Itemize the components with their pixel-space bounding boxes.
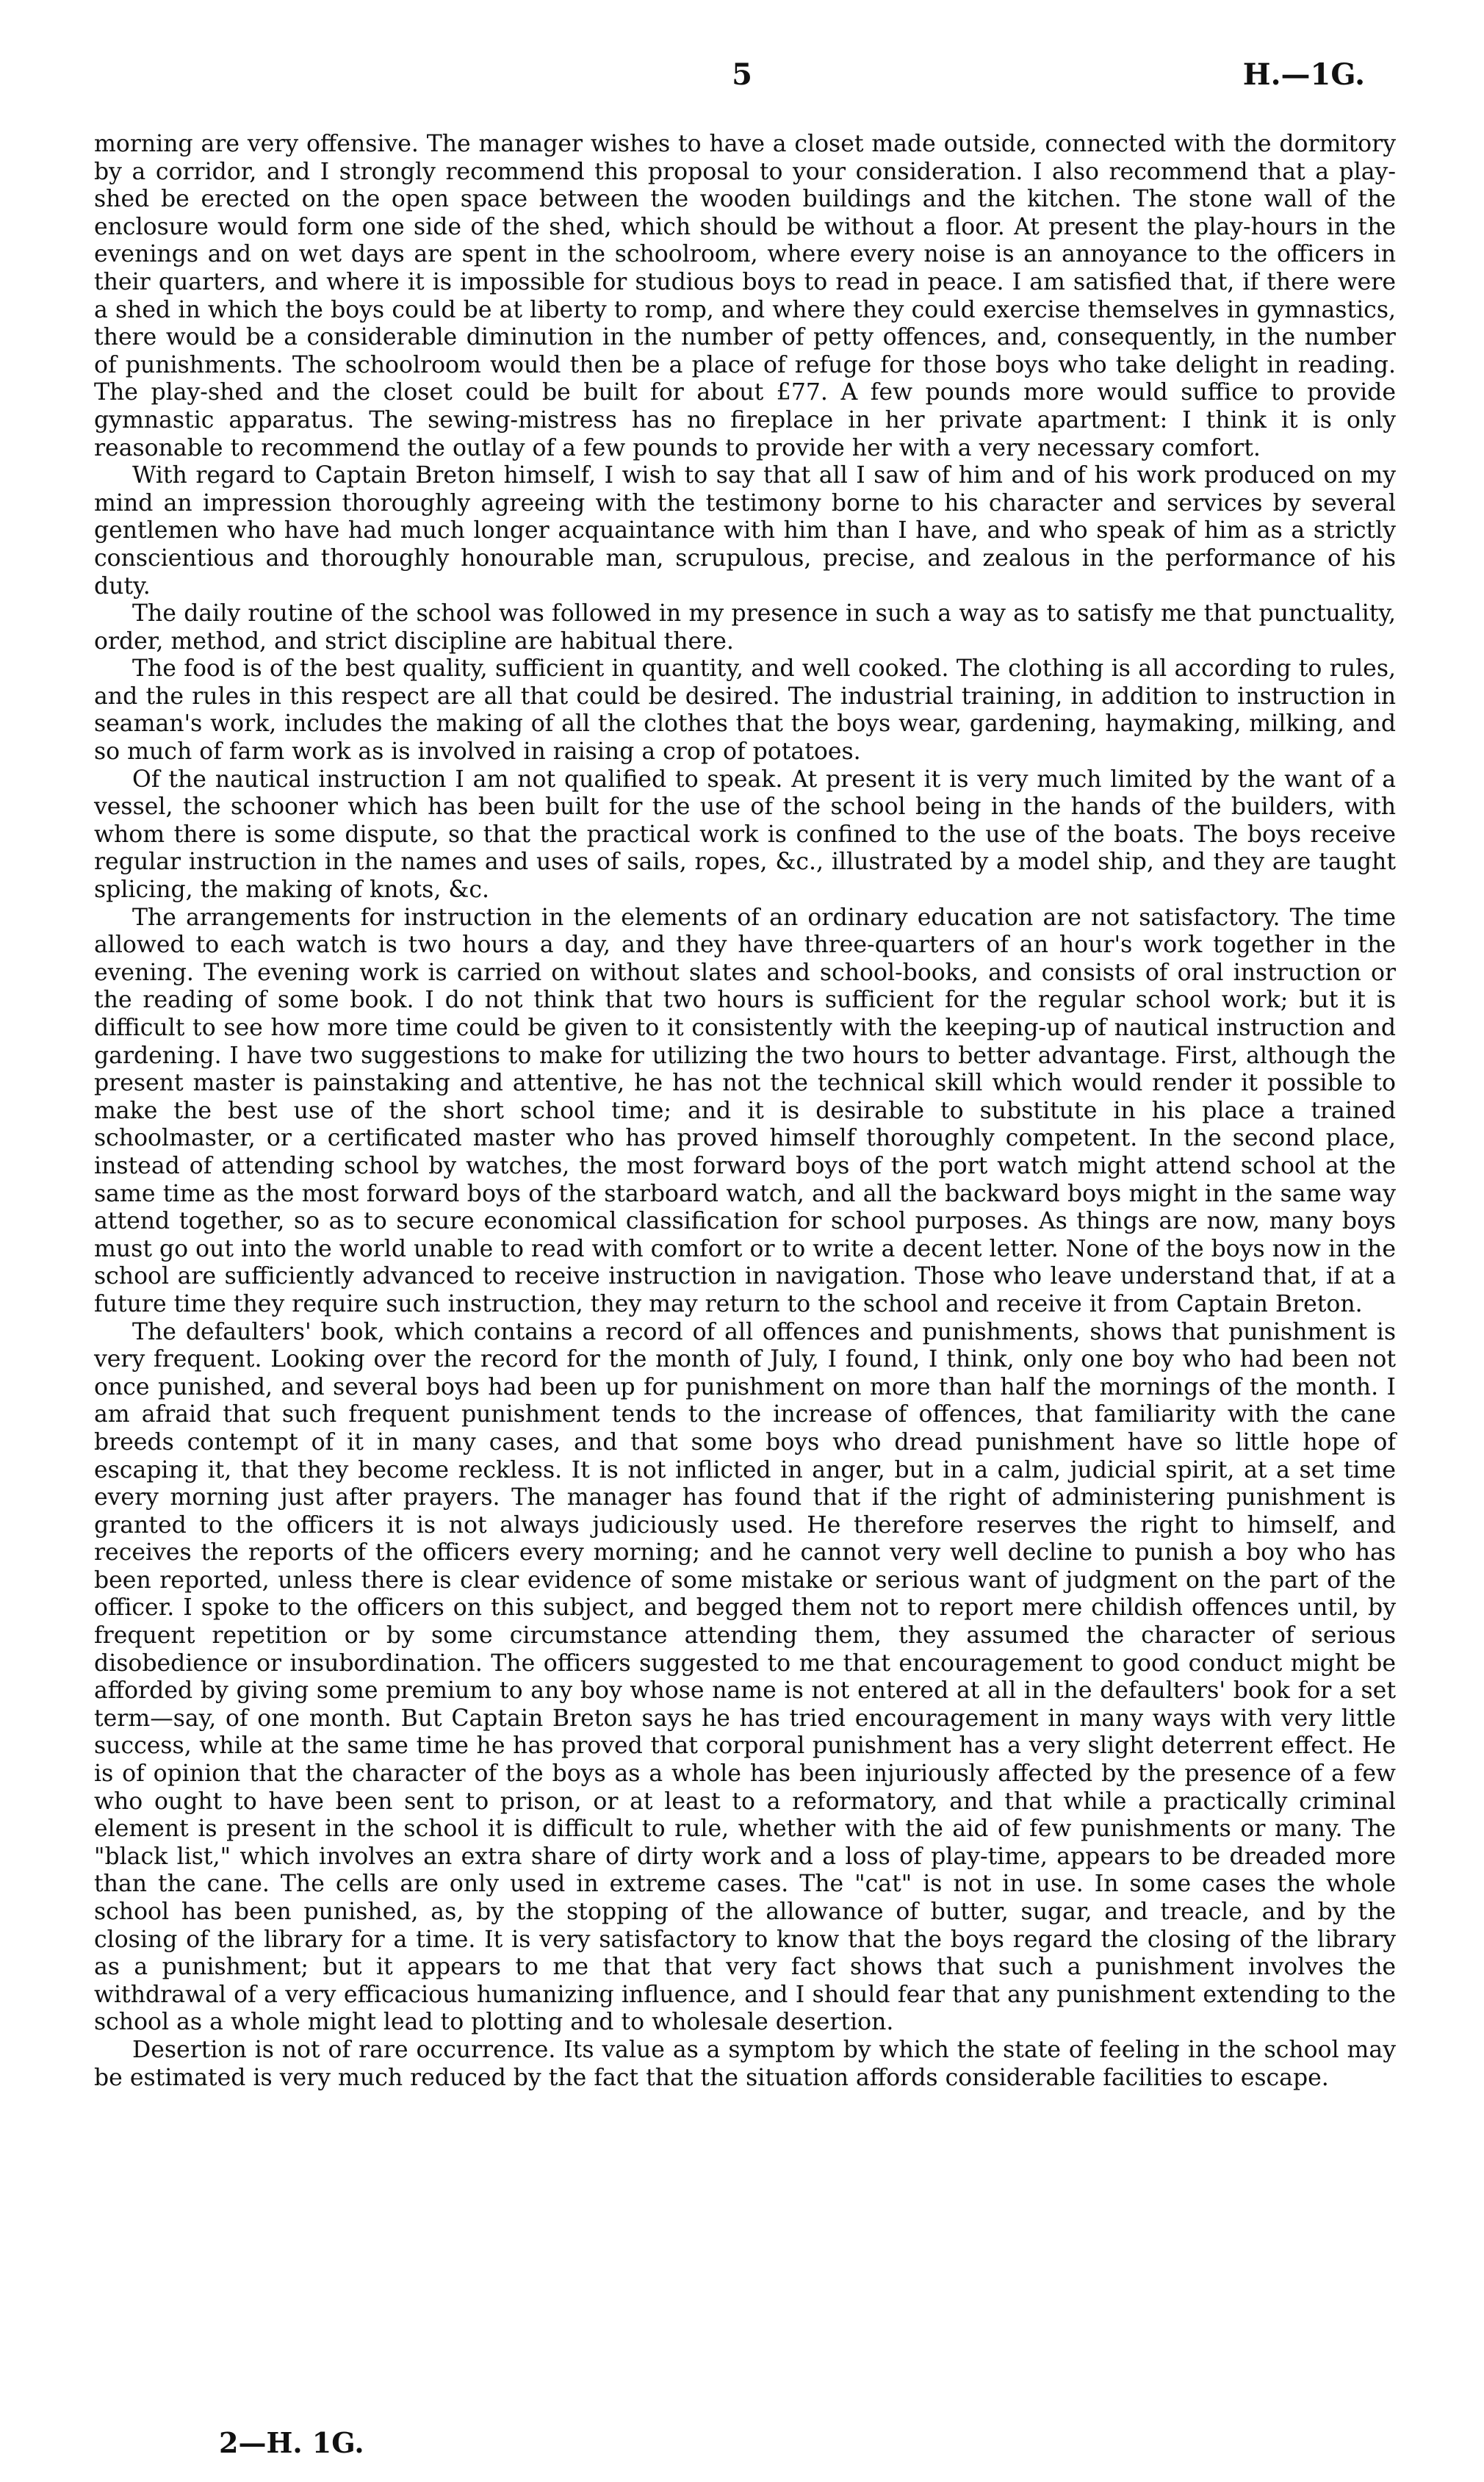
paragraph: The arrangements for instruction in the elements of an ordinary education are not satisfactory. The time allowed to each watch is two hours a day, and they have three-quarters of an hour's work together in the evening. The evening work is carried on without slates and school-books, and consists of oral instruction or the reading of some book. I do not think that two hours is sufficient for the regular school work; but it is difficult to see how more time could be given to it consistently with the keeping-up of nautical instruction and gardening. I have two suggestions to make for utilizing the two hours to better advantage. First, although the present master is painstaking and attentive, he has not the technical skill which would render it possible to make the best use of the short school time; and it is desirable to substitute in his place a trained schoolmaster, or a certificated master who has proved himself thoroughly competent. In the second place, instead of attending school by watches, the most forward boys of the port watch might attend school at the same time as the most forward boys of the starboard watch, and all the backward boys might in the same way attend together, so as to secure economical classification for school purposes. As things are now, many boys must go out into the world unable to read with comfort or to write a decent letter. None of the boys now in the school are sufficiently advanced to receive instruction in navigation. Those who leave understand that, if at a future time they require such instruction, they may return to the school and receive it from Captain Breton.: [94, 904, 1396, 1317]
paragraph: Desertion is not of rare occurrence. Its value as a symptom by which the state of feeling in the school may be estimated is very much reduced by the fact that the situation affords considerable facilities to escape.: [94, 2036, 1396, 2091]
body-text: [94, 131, 1396, 2092]
signature-mark: 2—H. 1G.: [219, 2426, 364, 2459]
paragraph: The food is of the best quality, sufficient in quantity, and well cooked. The clothing is all according to rules, and the rules in this respect are all that could be desired. The industrial training, in addition to instruction in seaman's work, includes the making of all the clothes that the boys wear, gardening, haymaking, milking, and so much of farm work as is involved in raising a crop of potatoes.: [94, 655, 1396, 766]
page-number: 5: [732, 57, 752, 92]
document-reference: H.—1G.: [1242, 57, 1365, 92]
paragraph: The daily routine of the school was followed in my presence in such a way as to satisfy me that punctuality, order, method, and strict discipline are habitual there.: [94, 600, 1396, 655]
paragraph: The defaulters' book, which contains a record of all offences and punishments, shows that punishment is very frequent. Looking over the record for the month of July, I found, I think, only one boy who had been not once punished, and several boys had been up for punishment on more than half the mornings of the month. I am afraid that such frequent punishment tends to the increase of offences, that familiarity with the cane breeds contempt of it in many cases, and that some boys who dread punishment have so little hope of escaping it, that they become reckless. It is not inflicted in anger, but in a calm, judicial spirit, at a set time every morning just after prayers. The manager has found that if the right of administering punishment is granted to the officers it is not always judiciously used. He therefore reserves the right to himself, and receives the reports of the officers every morning; and he cannot very well decline to punish a boy who has been reported, unless there is clear evidence of some mistake or serious want of judgment on the part of the officer. I spoke to the officers on this subject, and begged them not to report mere childish offences until, by frequent repetition or by some circumstance attending them, they assumed the character of serious disobedience or insubordination. The officers suggested to me that encouragement to good conduct might be afforded by giving some premium to any boy whose name is not entered at all in the defaulters' book for a set term—say, of one month. But Captain Breton says he has tried encouragement in many ways with very little success, while at the same time he has proved that corporal punishment has a very slight deterrent effect. He is of opinion that the character of the boys as a whole has been injuriously affected by the presence of a few who ought to have been sent to prison, or at least to a reformatory, and that while a practically criminal element is present in the school it is difficult to rule, whether with the aid of few punishments or many. The "black list," which involves an extra share of dirty work and a loss of play-time, appears to be dreaded more than the cane. The cells are only used in extreme cases. The "cat" is not in use. In some cases the whole school has been punished, as, by the stopping of the allowance of butter, sugar, and treacle, and by the closing of the library for a time. It is very satisfactory to know that the boys regard the closing of the library as a punishment; but it appears to me that that very fact shows that such a punishment involves the withdrawal of a very efficacious humanizing influence, and I should fear that any punishment extending to the school as a whole might lead to plotting and to wholesale desertion.: [94, 1318, 1396, 2036]
paragraph: Of the nautical instruction I am not qualified to speak. At present it is very much limited by the want of a vessel, the schooner which has been built for the use of the school being in the hands of the builders, with whom there is some dispute, so that the practical work is confined to the use of the boats. The boys receive regular instruction in the names and uses of sails, ropes, &c., illustrated by a model ship, and they are taught splicing, the making of knots, &c.: [94, 766, 1396, 904]
paragraph: morning are very offensive. The manager wishes to have a closet made outside, connected with the dormitory by a corridor, and I strongly recommend this proposal to your consideration. I also recommend that a play-shed be erected on the open space between the wooden buildings and the kitchen. The stone wall of the enclosure would form one side of the shed, which should be without a floor. At present the play-hours in the evenings and on wet days are spent in the schoolroom, where every noise is an annoyance to the officers in their quarters, and where it is impossible for studious boys to read in peace. I am satisfied that, if there were a shed in which the boys could be at liberty to romp, and where they could exercise themselves in gymnastics, there would be a considerable diminution in the number of petty offences, and, consequently, in the number of punishments. The schoolroom would then be a place of refuge for those boys who take delight in reading. The play-shed and the closet could be built for about £77. A few pounds more would suffice to provide gymnastic apparatus. The sewing-mistress has no fireplace in her private apartment: I think it is only reasonable to recommend the outlay of a few pounds to provide her with a very necessary comfort.: [94, 131, 1396, 461]
paragraph: With regard to Captain Breton himself, I wish to say that all I saw of him and of his work produced on my mind an impression thoroughly agreeing with the testimony borne to his character and services by several gentlemen who have had much longer acquaintance with him than I have, and who speak of him as a strictly conscientious and thoroughly honourable man, scrupulous, precise, and zealous in the performance of his duty.: [94, 462, 1396, 600]
